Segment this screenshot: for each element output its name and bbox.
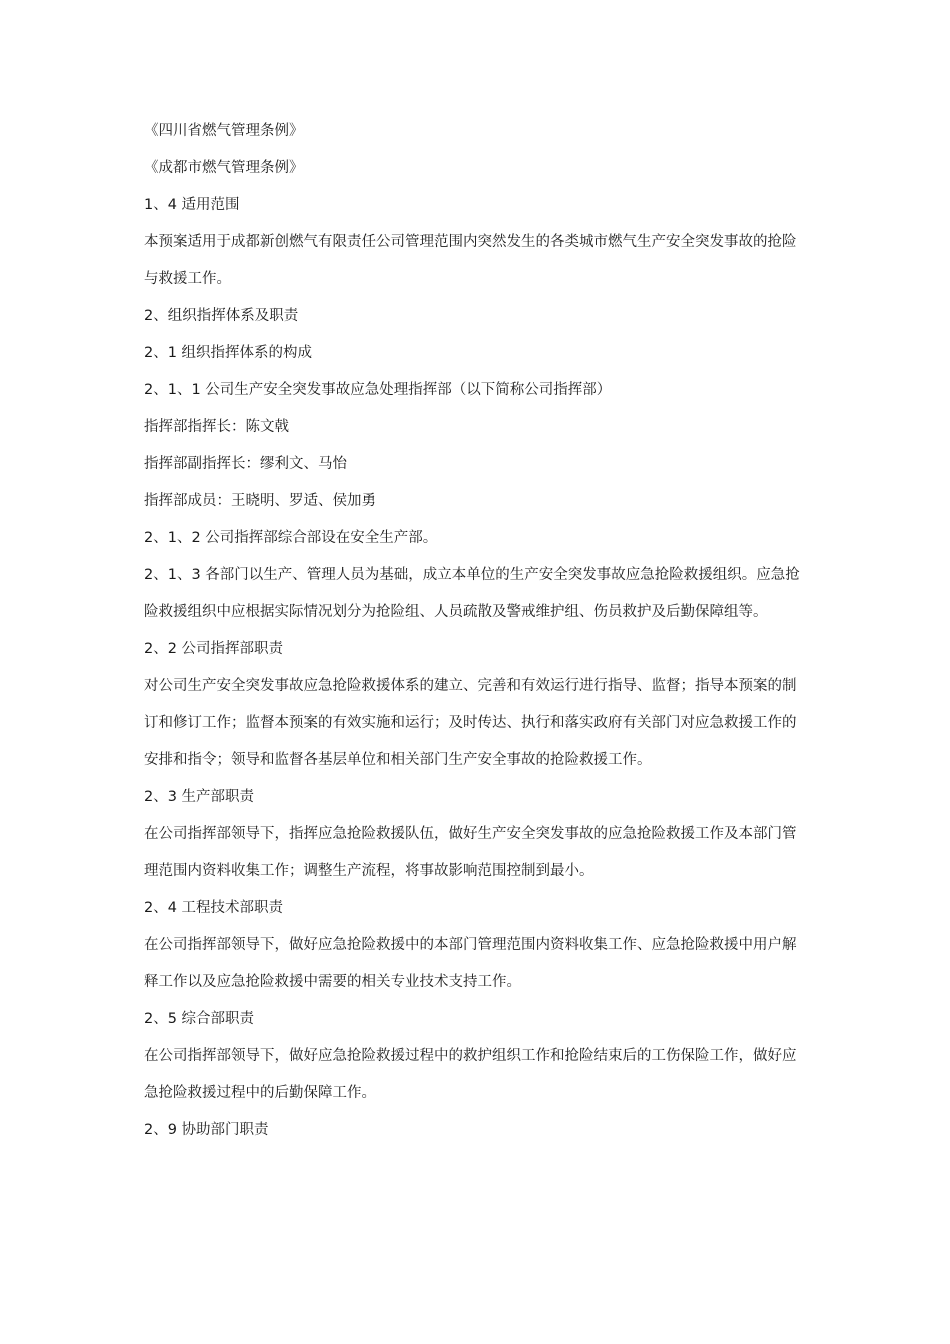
deputy-commander-line: 指挥部副指挥长：缪利文、马怡 (144, 456, 347, 472)
members-line: 指挥部成员：王晓明、罗适、侯加勇 (144, 493, 376, 509)
paragraph-scope: 本预案适用于成都新创燃气有限责任公司管理范围内突然发生的各类城市燃气生产安全突发事故的抢险与救援工作。 (144, 234, 797, 287)
paragraph-2-2: 对公司生产安全突发事故应急抢险救援体系的建立、完善和有效运行进行指导、监督；指导本预案的制订和修订工作；监督本预案的有效实施和运行；及时传达、执行和落实政府有关部门对应急救援工作的安排和指令；领导和监督各基层单位和相关部门生产安全事故的抢险救援工作。 (144, 678, 797, 768)
heading-2-9-assisting: 2、9 协助部门职责 (144, 1122, 269, 1138)
commander-line: 指挥部指挥长：陈文戟 (144, 419, 289, 435)
document-page (144, 121, 808, 1149)
paragraph-2-4: 在公司指挥部领导下，做好应急抢险救援中的本部门管理范围内资料收集工作、应急抢险救援中用户解释工作以及应急抢险救援中需要的相关专业技术支持工作。 (144, 937, 797, 990)
heading-1-4-scope: 1、4 适用范围 (144, 197, 240, 213)
heading-2-5-general: 2、5 综合部职责 (144, 1011, 255, 1027)
heading-2-2-duties: 2、2 公司指挥部职责 (144, 641, 284, 657)
heading-2-3-production: 2、3 生产部职责 (144, 789, 255, 805)
reference-chengdu-regulation: 《成都市燃气管理条例》 (144, 160, 304, 176)
heading-2-4-engineering: 2、4 工程技术部职责 (144, 900, 284, 916)
paragraph-2-1-3: 2、1、3 各部门以生产、管理人员为基础，成立本单位的生产安全突发事故应急抢险救援组织。应急抢险救援组织中应根据实际情况划分为抢险组、人员疏散及警戒维护组、伤员救护及后勤保障组等。 (144, 567, 800, 620)
paragraph-2-5: 在公司指挥部领导下，做好应急抢险救援过程中的救护组织工作和抢险结束后的工伤保险工作，做好应急抢险救援过程中的后勤保障工作。 (144, 1048, 797, 1101)
reference-sichuan-regulation: 《四川省燃气管理条例》 (144, 123, 304, 139)
heading-2-1-2: 2、1、2 公司指挥部综合部设在安全生产部。 (144, 530, 438, 546)
heading-2-organization: 2、组织指挥体系及职责 (144, 308, 299, 324)
heading-2-1-structure: 2、1 组织指挥体系的构成 (144, 345, 313, 361)
heading-2-1-1-command: 2、1、1 公司生产安全突发事故应急处理指挥部（以下简称公司指挥部） (144, 382, 612, 398)
paragraph-2-3: 在公司指挥部领导下，指挥应急抢险救援队伍，做好生产安全突发事故的应急抢险救援工作及本部门管理范围内资料收集工作；调整生产流程，将事故影响范围控制到最小。 (144, 826, 797, 879)
